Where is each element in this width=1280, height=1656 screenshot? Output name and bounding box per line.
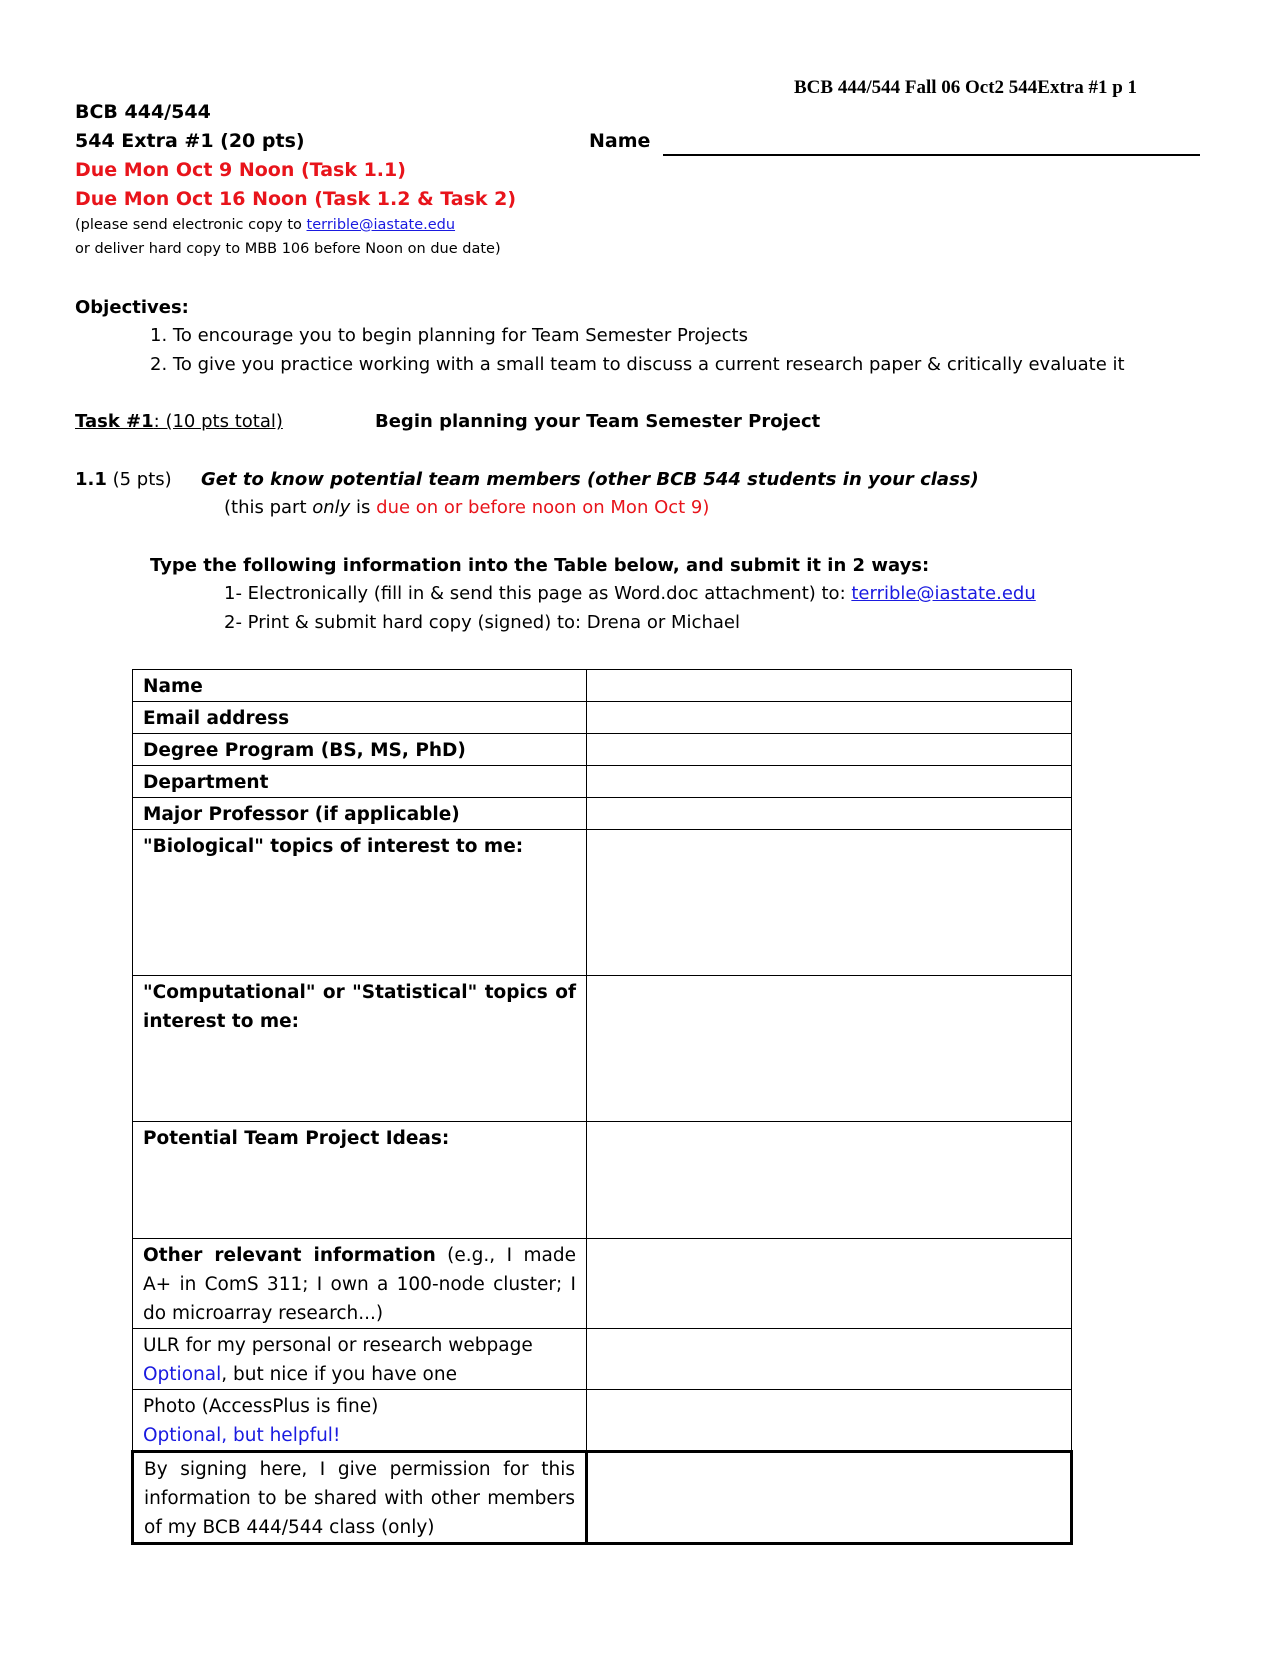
table-row — [133, 766, 1072, 798]
photo-line1: Photo (AccessPlus is fine) — [143, 1396, 379, 1417]
table-row — [133, 798, 1072, 830]
major-professor-row-label: Major Professor (if applicable) — [133, 798, 587, 830]
table-row — [133, 734, 1072, 766]
task1-label: Task #1 — [75, 411, 154, 432]
task11-points: (5 pts) — [106, 469, 172, 490]
major-professor-row-field[interactable] — [587, 798, 1072, 830]
task11-note — [224, 497, 709, 518]
due-date-2: Due Mon Oct 16 Noon (Task 1.2 & Task 2) — [75, 188, 517, 210]
submit-pre: (please send electronic copy to — [75, 217, 307, 233]
photo-row-label — [133, 1390, 587, 1452]
submit-instructions-line2: or deliver hard copy to MBB 106 before Noon on due date) — [75, 241, 501, 257]
task11-heading — [75, 469, 172, 490]
course-title: BCB 444/544 — [75, 101, 211, 123]
url-row-field[interactable] — [587, 1329, 1072, 1390]
due-date-1: Due Mon Oct 9 Noon (Task 1.1) — [75, 159, 406, 181]
photo-row-field[interactable] — [587, 1390, 1072, 1452]
name-row-field[interactable] — [587, 670, 1072, 702]
name-row-label: Name — [133, 670, 587, 702]
task11-note-is: is — [350, 497, 377, 518]
name-label: Name — [589, 130, 651, 152]
bio-topics-row-label: "Biological" topics of interest to me: — [133, 830, 587, 976]
permission-row-label: By signing here, I give permission for this information to be shared with other members of my BCB 444/544 class (only) — [133, 1452, 587, 1544]
email-row-label: Email address — [133, 702, 587, 734]
task11-note-only: only — [312, 497, 351, 518]
photo-optional: Optional, but helpful! — [143, 1425, 341, 1446]
task11-note-pre: (this part — [224, 497, 313, 518]
other-info-row-field[interactable] — [587, 1239, 1072, 1329]
assignment-title: 544 Extra #1 (20 pts) — [75, 130, 305, 152]
running-header: BCB 444/544 Fall 06 Oct2 544Extra #1 p 1 — [794, 77, 1138, 98]
table-row — [133, 1329, 1072, 1390]
instructions-way1 — [224, 583, 1036, 604]
task1-title: Begin planning your Team Semester Project — [375, 411, 821, 432]
objective-1: 1. To encourage you to begin planning for Team Semester Projects — [150, 325, 748, 346]
way1-email-link[interactable]: terrible@iastate.edu — [851, 583, 1036, 604]
other-info-rest: (e.g., I made A+ in ComS 311; I own a 100-node cluster; I do microarray research...) — [143, 1245, 576, 1324]
url-row-label — [133, 1329, 587, 1390]
table-row — [133, 1239, 1072, 1329]
other-info-row-label — [133, 1239, 587, 1329]
submit-instructions-line1 — [75, 217, 455, 233]
instructions-title: Type the following information into the Table below, and submit it in 2 ways: — [150, 555, 930, 576]
table-row — [133, 1452, 1072, 1544]
table-row — [133, 830, 1072, 976]
degree-row-field[interactable] — [587, 734, 1072, 766]
bio-topics-row-field[interactable] — [587, 830, 1072, 976]
table-row — [133, 670, 1072, 702]
task11-note-due: due on or before noon on Mon Oct 9) — [376, 497, 710, 518]
email-row-field[interactable] — [587, 702, 1072, 734]
degree-row-label: Degree Program (BS, MS, PhD) — [133, 734, 587, 766]
comp-topics-row-label: "Computational" or "Statistical" topics of interest to me: — [133, 976, 587, 1122]
project-ideas-row-field[interactable] — [587, 1122, 1072, 1239]
way1-text: 1- Electronically (fill in & send this page as Word.doc attachment) to: — [224, 583, 852, 604]
url-optional: Optional — [143, 1364, 222, 1385]
table-row — [133, 1390, 1072, 1452]
url-rest: , but nice if you have one — [221, 1364, 457, 1385]
table-row — [133, 1122, 1072, 1239]
submit-email-link[interactable]: terrible@iastate.edu — [306, 217, 456, 233]
task1-points: : (10 pts total) — [153, 411, 283, 432]
table-row — [133, 702, 1072, 734]
task11-number: 1.1 — [75, 469, 107, 490]
other-info-bold: Other relevant information — [143, 1245, 436, 1266]
objectives-title: Objectives: — [75, 297, 189, 318]
objective-2: 2. To give you practice working with a small team to discuss a current research paper & critically evaluate it — [150, 354, 1125, 375]
name-line[interactable] — [663, 154, 1200, 156]
task1-heading — [75, 411, 283, 432]
task11-title: Get to know potential team members (other BCB 544 students in your class) — [201, 469, 979, 490]
comp-topics-row-field[interactable] — [587, 976, 1072, 1122]
department-row-label: Department — [133, 766, 587, 798]
table-row — [133, 976, 1072, 1122]
url-line1: ULR for my personal or research webpage — [143, 1335, 533, 1356]
instructions-way2: 2- Print & submit hard copy (signed) to: Drena or Michael — [224, 612, 740, 633]
department-row-field[interactable] — [587, 766, 1072, 798]
student-info-table — [131, 669, 1073, 1545]
signature-field[interactable] — [587, 1452, 1072, 1544]
project-ideas-row-label: Potential Team Project Ideas: — [133, 1122, 587, 1239]
